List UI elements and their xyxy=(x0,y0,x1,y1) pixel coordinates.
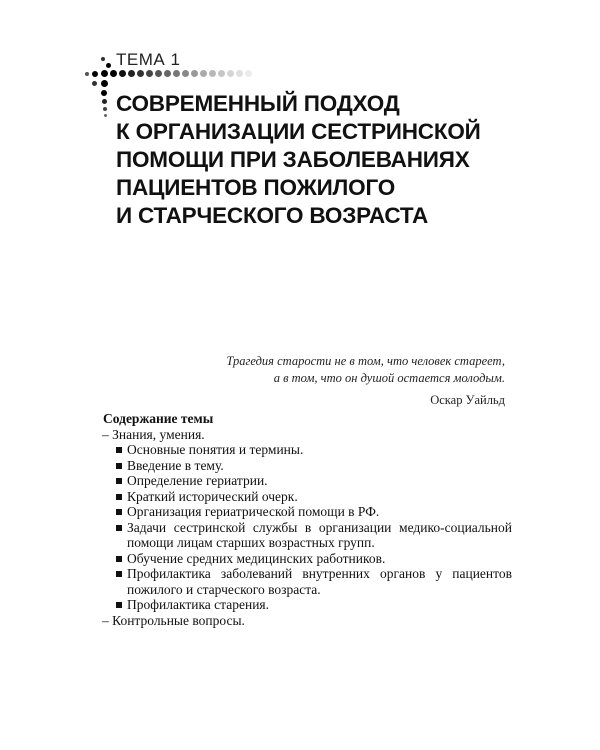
list-item xyxy=(102,566,512,597)
decor-dot xyxy=(218,70,225,77)
decor-dot xyxy=(200,70,207,77)
decor-dot xyxy=(209,70,216,77)
decor-dot xyxy=(92,81,97,86)
decor-dot xyxy=(106,63,111,68)
chapter-title-line: ПАЦИЕНТОВ ПОЖИЛОГО xyxy=(116,175,396,200)
decor-dot xyxy=(110,70,117,77)
list-item-text: Краткий исторический очерк. xyxy=(127,488,298,504)
square-bullet-icon xyxy=(116,571,122,577)
epigraph-line: Трагедия старости не в том, что человек стареет, xyxy=(226,354,505,368)
square-bullet-icon xyxy=(116,478,122,484)
chapter-label: ТЕМА 1 xyxy=(116,50,181,69)
list-item-text: Основные понятия и термины. xyxy=(127,442,304,457)
decor-dot xyxy=(101,70,108,77)
decor-dot xyxy=(101,80,108,87)
list-item xyxy=(102,597,512,613)
decor-dot xyxy=(101,57,105,61)
list-item xyxy=(102,504,512,520)
decor-dot xyxy=(164,70,171,77)
square-bullet-icon xyxy=(116,556,122,562)
list-item-text: Профилактика старения. xyxy=(127,597,270,612)
list-item-text: Обучение средних медицинских работников. xyxy=(127,550,386,566)
decor-dot xyxy=(236,70,243,77)
chapter-title-line: К ОРГАНИЗАЦИИ СЕСТРИНСКОЙ xyxy=(116,119,481,144)
decor-dot xyxy=(245,70,252,77)
list-item xyxy=(102,473,512,489)
decor-dot xyxy=(137,70,144,77)
square-bullet-icon xyxy=(116,463,122,469)
chapter-title-line: ПОМОЩИ ПРИ ЗАБОЛЕВАНИЯХ xyxy=(116,147,470,172)
square-bullet-icon xyxy=(116,509,122,515)
contents-dash-item: – Знания, умения. xyxy=(102,426,205,442)
chapter-title xyxy=(116,90,576,230)
decor-dot xyxy=(119,70,126,77)
square-bullet-icon xyxy=(116,525,122,531)
list-item xyxy=(102,489,512,505)
decor-dot xyxy=(92,71,98,77)
decor-dot xyxy=(146,70,153,77)
list-item xyxy=(102,442,512,458)
list-item xyxy=(102,458,512,474)
list-item-text: Профилактика заболеваний внутренних органов у пациентов пожилого и старческого возраста. xyxy=(127,566,512,597)
decor-dot xyxy=(101,90,107,96)
list-item-text: Организация гериатрической помощи в РФ. xyxy=(127,504,380,519)
decor-dot xyxy=(182,70,189,77)
epigraph xyxy=(185,353,505,387)
chapter-title-line: И СТАРЧЕСКОГО ВОЗРАСТА xyxy=(116,203,429,228)
decor-dot xyxy=(85,72,89,76)
decor-dot xyxy=(128,70,135,77)
epigraph-line: а в том, что он душой остается молодым. xyxy=(273,371,505,385)
decor-dot xyxy=(104,114,107,117)
list-item xyxy=(102,551,512,567)
topic-contents xyxy=(102,411,512,628)
square-bullet-icon xyxy=(116,447,122,453)
decor-dot xyxy=(173,70,180,77)
list-item-text: Задачи сестринской службы в организации медико-социальной помощи лицам старших возрастных групп. xyxy=(127,519,512,550)
list-item-text: Введение в тему. xyxy=(127,457,224,473)
square-bullet-icon xyxy=(116,494,122,500)
decor-dot xyxy=(155,70,162,77)
decor-dot xyxy=(227,70,234,77)
decor-dot xyxy=(103,107,107,111)
contents-bullet-list xyxy=(102,442,512,613)
square-bullet-icon xyxy=(116,602,122,608)
decor-dot xyxy=(102,99,107,104)
chapter-title-line: СОВРЕМЕННЫЙ ПОДХОД xyxy=(116,91,400,116)
epigraph-author: Оскар Уайльд xyxy=(430,393,505,407)
contents-dash-item: – Контрольные вопросы. xyxy=(102,612,245,628)
list-item-text: Определение гериатрии. xyxy=(127,473,268,488)
contents-heading: Содержание темы xyxy=(103,411,214,426)
decor-dot xyxy=(191,70,198,77)
list-item xyxy=(102,520,512,551)
